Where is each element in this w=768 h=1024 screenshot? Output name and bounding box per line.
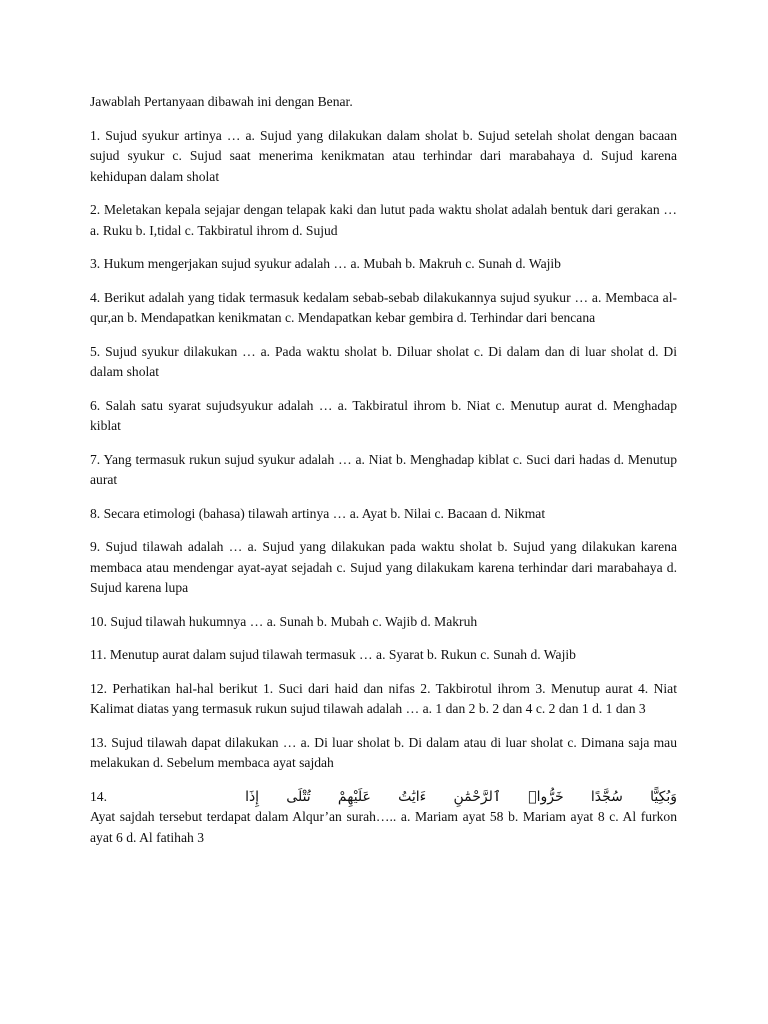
question-5: 5. Sujud syukur dilakukan … a. Pada waktu sholat b. Diluar sholat c. Di dalam dan di luar sholat d. Di dalam sholat — [90, 343, 677, 379]
question-12: 12. Perhatikan hal-hal berikut 1. Suci dari haid dan nifas 2. Takbirotul ihrom 3. Menutup aurat 4. Niat Kalimat diatas yang termasuk rukun sujud tilawah adalah … a. 1 dan 2 b. 2 dan 4 c. 2 dan 1 d. 1 dan 3 — [90, 680, 677, 716]
question-4: 4. Berikut adalah yang tidak termasuk kedalam sebab-sebab dilakukannya sujud syukur … a. Membaca al-qur,an b. Mendapatkan kenikmatan c. Mendapatkan kebar gembira d. Terhindar dari bencana — [90, 289, 677, 325]
question-7: 7. Yang termasuk rukun sujud syukur adalah … a. Niat b. Menghadap kiblat c. Suci dari hadas d. Menutup aurat — [90, 451, 677, 487]
question-14-number: 14. — [90, 788, 107, 804]
question-11: 11. Menutup aurat dalam sujud tilawah termasuk … a. Syarat b. Rukun c. Sunah d. Wajib — [90, 647, 576, 662]
arabic-word: ٱلرَّحْمَٰنِ — [453, 788, 502, 805]
question-8: 8. Secara etimologi (bahasa) tilawah artinya … a. Ayat b. Nilai c. Bacaan d. Nikmat — [90, 505, 546, 521]
arabic-word: خَرُّوا۟ — [528, 788, 564, 805]
question-14 — [90, 787, 677, 849]
question-13: 13. Sujud tilawah dapat dilakukan … a. Di luar sholat b. Di dalam atau di luar sholat c. Dimana saja mau melakukan d. Sebelum membaca ayat sajdah — [90, 734, 677, 770]
question-14-text: Ayat sajdah tersebut terdapat dalam Alqur’an surah….. a. Mariam ayat 58 b. Mariam ayat 8 c. Al furkon ayat 6 d. Al fatihah 3 — [90, 809, 677, 845]
arabic-word: إِذَا — [245, 788, 260, 805]
question-2: 2. Meletakan kepala sejajar dengan telapak kaki dan lutut pada waktu sholat adalah bentuk dari gerakan … a. Ruku b. I,tidal c. Takbiratul ihrom d. Sujud — [90, 202, 677, 238]
question-3: 3. Hukum mengerjakan sujud syukur adalah … a. Mubah b. Makruh c. Sunah d. Wajib — [90, 256, 561, 271]
arabic-word: ءَايَٰتُ — [398, 788, 427, 805]
arabic-word: وَبُكِيًّا — [650, 788, 677, 805]
instruction-heading: Jawablah Pertanyaan dibawah ini dengan Benar. — [90, 94, 353, 109]
arabic-word: عَلَيْهِمْ — [337, 788, 371, 805]
arabic-verse — [245, 787, 677, 808]
question-9: 9. Sujud tilawah adalah … a. Sujud yang dilakukan pada waktu sholat b. Sujud yang dilakukan karena membaca atau mendengar ayat-ayat sejadah c. Sujud yang dilakukam karena terhindar dari marabahaya d. Sujud karena lupa — [90, 539, 677, 595]
question-6: 6. Salah satu syarat sujudsyukur adalah … a. Takbiratul ihrom b. Niat c. Menutup aurat d. Menghadap kiblat — [90, 397, 677, 433]
arabic-word: تُتْلَى — [286, 788, 311, 805]
question-14-arabic-line — [90, 787, 677, 808]
arabic-word: سُجَّدًا — [590, 788, 623, 805]
question-sheet — [90, 92, 677, 861]
question-10: 10. Sujud tilawah hukumnya … a. Sunah b. Mubah c. Wajib d. Makruh — [90, 613, 478, 629]
question-1: 1. Sujud syukur artinya … a. Sujud yang dilakukan dalam sholat b. Sujud setelah sholat dengan bacaan sujud syukur c. Sujud saat menerima kenikmatan atau terhindar dari marabahaya d. Sujud karena kehidupan dalam sholat — [90, 127, 677, 184]
